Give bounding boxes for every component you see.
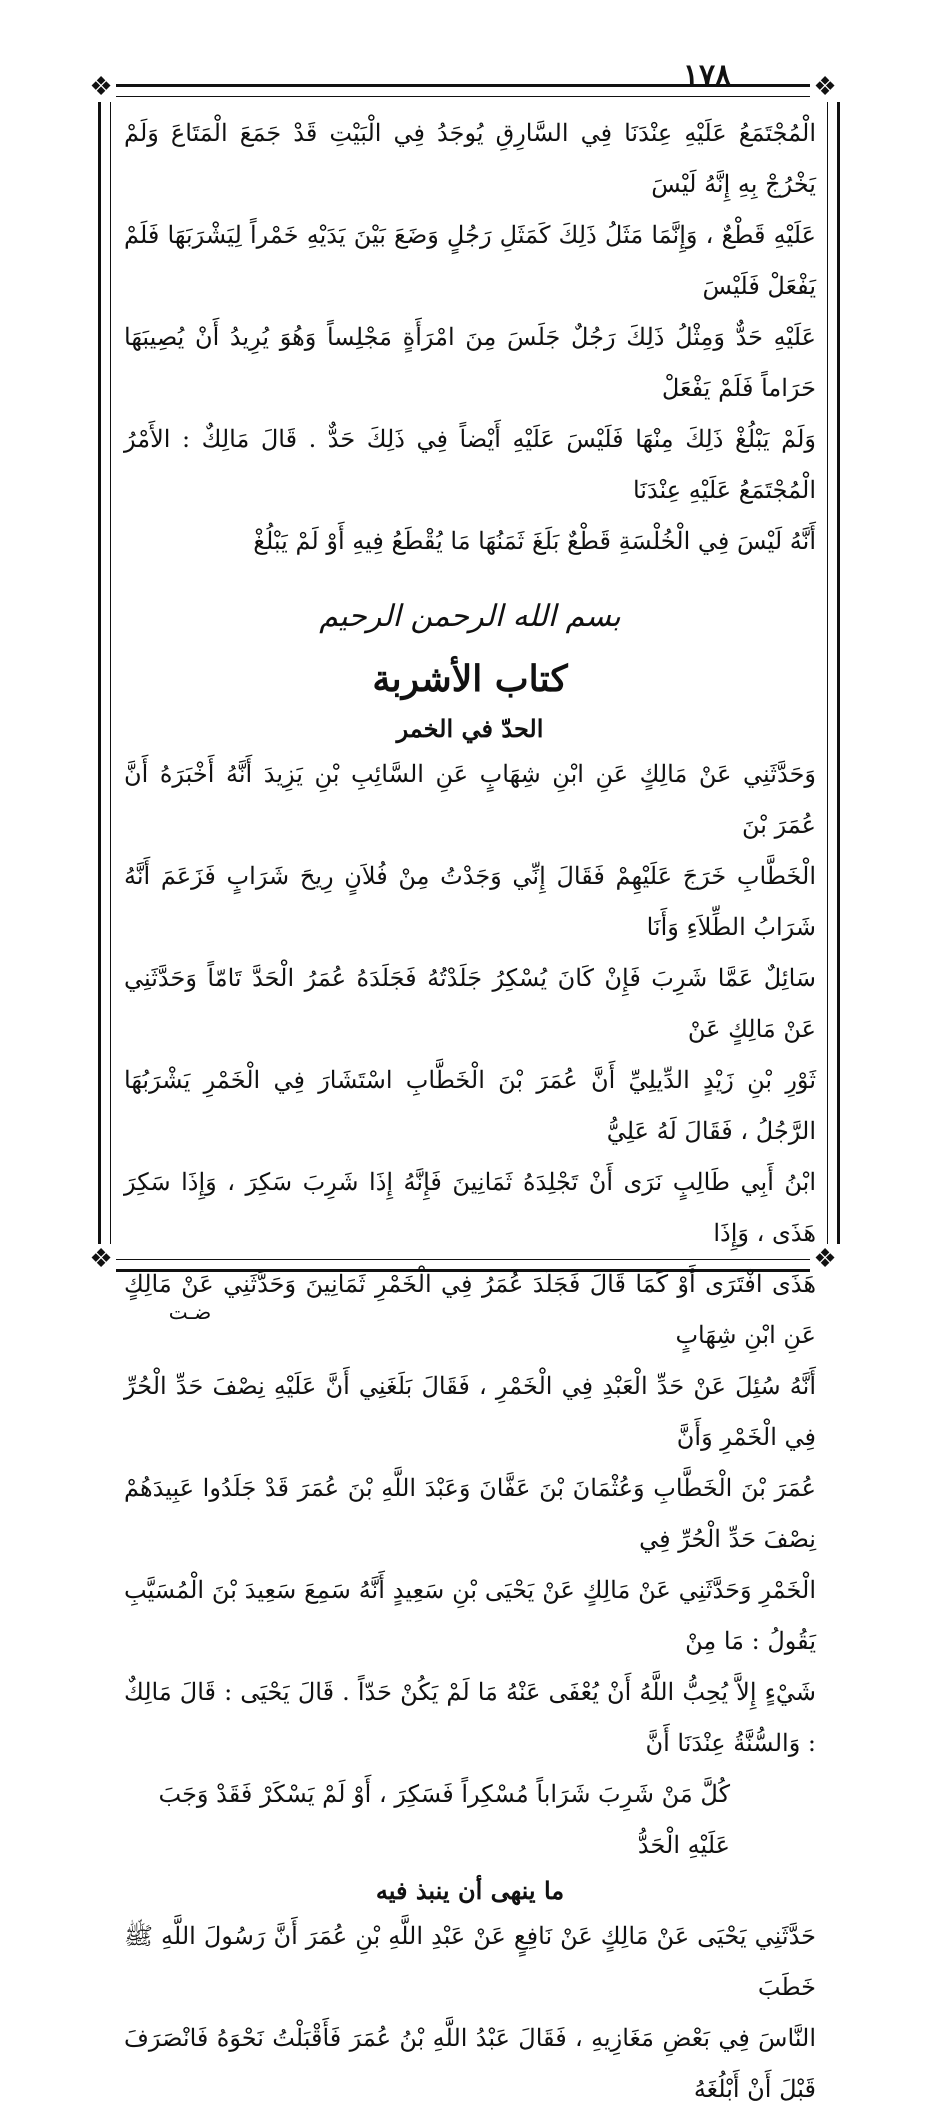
text-line: سَائِلٌ عَمَّا شَرِبَ فَإِنْ كَانَ يُسْكِرُ جَلَدْتُهُ فَجَلَدَهُ عُمَرُ الْحَدَّ تَامّاً وَحَدَّثَنِي عَنْ مَالِكٍ عَنْ [124, 964, 816, 1043]
text-line: ابْنُ أَبِي طَالِبٍ نَرَى أَنْ تَجْلِدَهُ ثَمَانِينَ فَإِنَّهُ إِذَا شَرِبَ سَكِرَ ، وَإِذَا سَكِرَ هَذَى ، وَإِذَا [124, 1168, 816, 1247]
corner-ornament-icon: ❖ [810, 72, 840, 102]
footer-signature: ضـت [168, 1300, 212, 1324]
section-body [120, 1911, 820, 2115]
section-heading: الحدّ في الخمر [396, 714, 544, 743]
text-line: عَلَيْهِ حَدٌّ وَمِثْلُ ذَلِكَ رَجُلٌ جَلَسَ مِنَ امْرَأَةٍ مَجْلِساً وَهُوَ يُرِيدُ أَنْ يُصِيبَهَا حَرَاماً فَلَمْ يَفْعَلْ [124, 323, 816, 402]
text-line: الْمُجْتَمَعُ عَلَيْهِ عِنْدَنَا فِي السَّارِقِ يُوجَدُ فِي الْبَيْتِ قَدْ جَمَعَ الْمَتَاعَ وَلَمْ يَخْرُجْ بِهِ إِنَّهُ لَيْسَ [124, 119, 816, 198]
text-line: شَيْءٍ إِلاَّ يُحِبُّ اللَّهُ أَنْ يُعْفَى عَنْهُ مَا لَمْ يَكُنْ حَدّاً . قَالَ يَحْيَى : قَالَ مَالِكٌ : وَالسُّنَّةُ عِنْدَنَا أَنَّ [124, 1678, 816, 1757]
corner-ornament-icon: ❖ [810, 1244, 840, 1274]
page-number: ١٧٨ [682, 58, 732, 93]
text-line: وَحَدَّثَنِي عَنْ مَالِكٍ عَنِ ابْنِ شِهَابٍ عَنِ السَّائِبِ بْنِ يَزِيدَ أَنَّهُ أَخْبَرَهُ أَنَّ عُمَرَ بْنَ [124, 760, 816, 839]
text-line: الْخَطَّابِ خَرَجَ عَلَيْهِمْ فَقَالَ إِنِّي وَجَدْتُ مِنْ فُلاَنٍ رِيحَ شَرَابٍ فَزَعَمَ أَنَّهُ شَرَابُ الطِّلاَءِ وَأَنَا [124, 862, 816, 941]
text-line: وَلَمْ يَبْلُغْ ذَلِكَ مِنْهَا فَلَيْسَ عَلَيْهِ أَيْضاً فِي ذَلِكَ حَدٌّ . قَالَ مَالِكٌ : الأَمْرُ الْمُجْتَمَعُ عَلَيْهِ عِنْدَنَا [124, 425, 816, 504]
text-line: عَلَيْهِ قَطْعٌ ، وَإِنَّمَا مَثَلُ ذَلِكَ كَمَثَلِ رَجُلٍ وَضَعَ بَيْنَ يَدَيْهِ خَمْراً لِيَشْرَبَهَا فَلَمْ يَفْعَلْ فَلَيْسَ [124, 221, 816, 300]
corner-ornament-icon: ❖ [86, 72, 116, 102]
basmala-calligraphy: بسم الله الرحمن الرحيم [319, 599, 621, 634]
text-line: أَنَّهُ لَيْسَ فِي الْخُلْسَةِ قَطْعٌ بَلَغَ ثَمَنُهَا مَا يُقْطَعُ فِيهِ أَوْ لَمْ يَبْلُغْ [253, 527, 816, 555]
text-line: عُمَرَ بْنَ الْخَطَّابِ وَعُثْمَانَ بْنَ عَفَّانَ وَعَبْدَ اللَّهِ بْنَ عُمَرَ قَدْ جَلَدُوا عَبِيدَهُمْ نِصْفَ حَدِّ الْحُرِّ فِي [124, 1474, 816, 1553]
text-line: ثَوْرِ بْنِ زَيْدٍ الدِّيلِيِّ أَنَّ عُمَرَ بْنَ الْخَطَّابِ اسْتَشَارَ فِي الْخَمْرِ يَشْرَبُهَا الرَّجُلُ ، فَقَالَ لَهُ عَلِيُّ [124, 1066, 816, 1145]
book-title: كتاب الأشربة [372, 658, 568, 700]
text-line: النَّاسَ فِي بَعْضِ مَغَازِيهِ ، فَقَالَ عَبْدُ اللَّهِ بْنُ عُمَرَ فَأَقْبَلْتُ نَحْوَهُ فَانْصَرَفَ قَبْلَ أَنْ أَبْلُغَهُ [124, 2024, 816, 2103]
text-line: كُلَّ مَنْ شَرِبَ شَرَاباً مُسْكِراً فَسَكِرَ ، أَوْ لَمْ يَسْكَرْ فَقَدْ وَجَبَ عَلَيْهِ الْحَدُّ [158, 1780, 730, 1859]
corner-ornament-icon: ❖ [86, 1244, 116, 1274]
text-line: هَذَى افْتَرَى أَوْ كَمَا قَالَ فَجَلَدَ عُمَرُ فِي الْخَمْرِ ثَمَانِينَ وَحَدَّثَنِي عَنْ مَالِكٍ عَنِ ابْنِ شِهَابٍ [124, 1270, 816, 1349]
text-line: الْخَمْرِ وَحَدَّثَنِي عَنْ مَالِكٍ عَنْ يَحْيَى بْنِ سَعِيدٍ أَنَّهُ سَمِعَ سَعِيدَ بْنَ الْمُسَيَّبِ يَقُولُ : مَا مِنْ [124, 1576, 816, 1655]
top-paragraph [120, 108, 820, 567]
text-line: حَدَّثَنِي يَحْيَى عَنْ مَالِكٍ عَنْ نَافِعٍ عَنْ عَبْدِ اللَّهِ بْنِ عُمَرَ أَنَّ رَسُولَ اللَّهِ ﷺ خَطَبَ [124, 1922, 816, 2001]
text-line: أَنَّهُ سُئِلَ عَنْ حَدِّ الْعَبْدِ فِي الْخَمْرِ ، فَقَالَ بَلَغَنِي أَنَّ عَلَيْهِ نِصْفَ حَدِّ الْحُرِّ فِي الْخَمْرِ وَأَنَّ [124, 1372, 816, 1451]
section-heading: ما ينهى أن ينبذ فيه [375, 1876, 565, 1905]
